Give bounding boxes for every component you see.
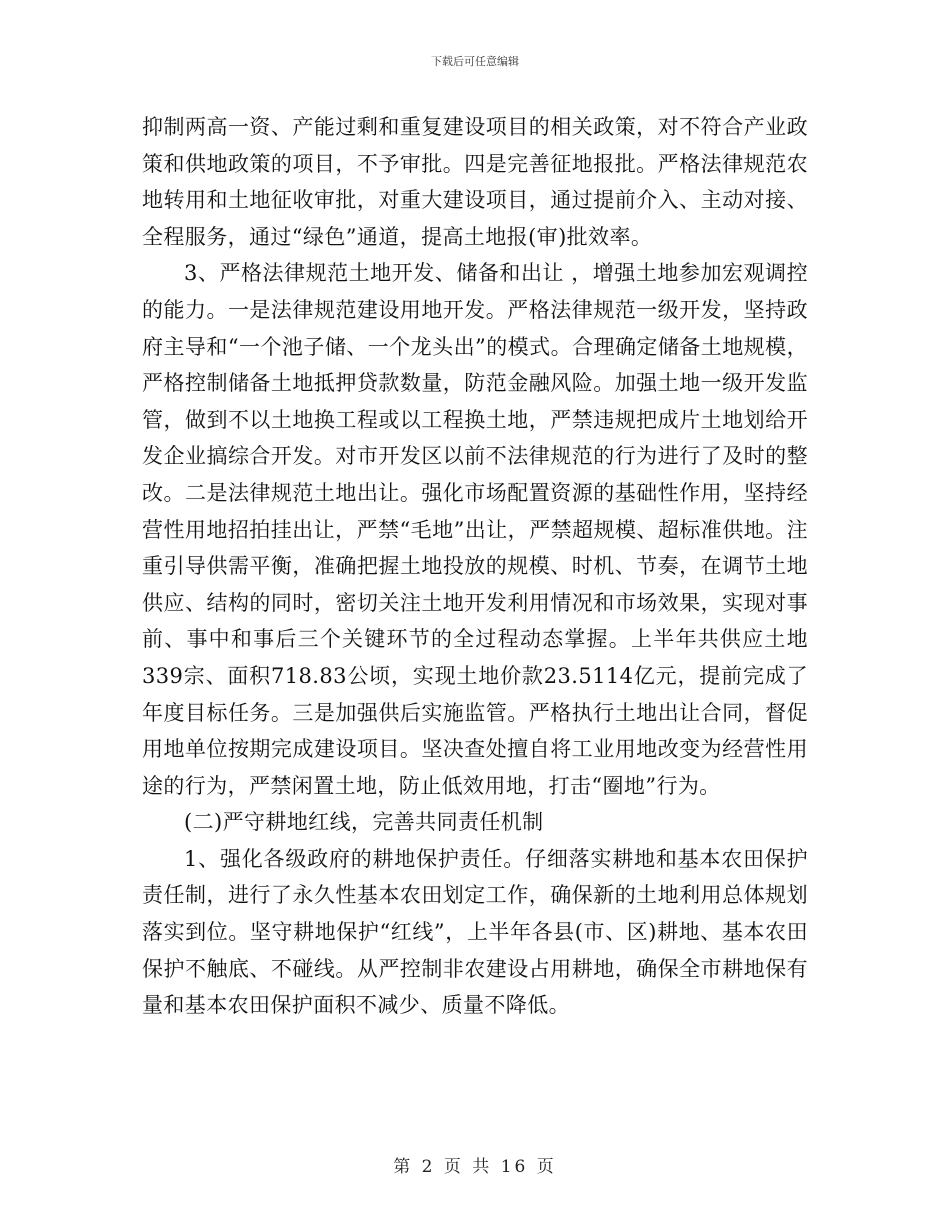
- page-header-note: 下载后可任意编辑: [431, 55, 519, 68]
- document-body: [142, 109, 808, 1024]
- page-number-footer: 第 2 页 共 16 页: [393, 1157, 557, 1177]
- paragraph-continuation: 抑制两高一资、产能过剩和重复建设项目的相关政策，对不符合产业政策和供地政策的项目，不予审批。四是完善征地报批。严格法律规范农地转用和土地征收审批，对重大建设项目，通过提前介入、主动对接、全程服务，通过“绿色”通道，提高土地报(审)批效率。: [142, 115, 808, 249]
- paragraph-farmland-protection: 1、强化各级政府的耕地保护责任。仔细落实耕地和基本农田保护责任制，进行了永久性基本农田划定工作，确保新的土地利用总体规划落实到位。坚守耕地保护“红线”，上半年各县(市、区)耕地、基本农田保护不触底、不碰线。从严控制非农建设占用耕地，确保全市耕地保有量和基本农田保护面积不减少、质量不降低。: [142, 846, 808, 1018]
- section-heading-farmland: (二)严守耕地红线，完善共同责任机制: [184, 810, 544, 835]
- paragraph-land-development: 3、严格法律规范土地开发、储备和出让 ，增强土地参加宏观调控的能力。一是法律规范建设用地开发。严格法律规范一级开发，坚持政府主导和“一个池子储、一个龙头出”的模式。合理确定储备土地规模，严格控制储备土地抵押贷款数量，防范金融风险。加强土地一级开发监管，做到不以土地换工程或以工程换土地，严禁违规把成片土地划给开发企业搞综合开发。对市开发区以前不法律规范的行为进行了及时的整改。二是法律规范土地出让。强化市场配置资源的基础性作用，坚持经营性用地招拍挂出让，严禁“毛地”出让，严禁超规模、超标准供地。注重引导供需平衡，准确把握土地投放的规模、时机、节奏，在调节土地供应、结构的同时，密切关注土地开发利用情况和市场效果，实现对事前、事中和事后三个关键环节的全过程动态掌握。上半年共供应土地339宗、面积718.83公顷，实现土地价款23.5114亿元，提前完成了年度目标任务。三是加强供后实施监管。严格执行土地出让合同，督促用地单位按期完成建设项目。坚决查处擅自将工业用地改变为经营性用途的行为，严禁闲置土地，防止低效用地，打击“圈地”行为。: [142, 261, 808, 798]
